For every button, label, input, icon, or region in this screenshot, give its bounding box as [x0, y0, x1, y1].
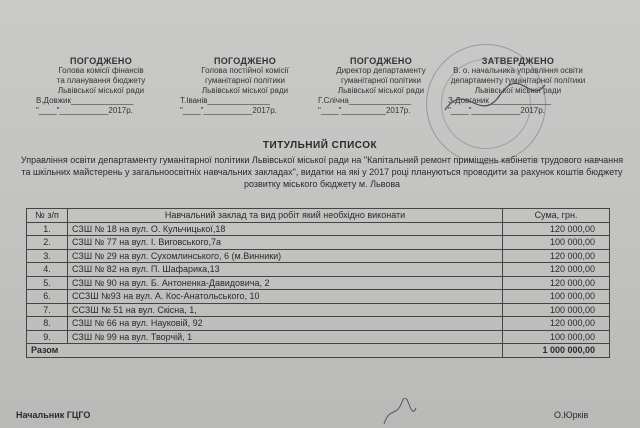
row-sum: 120 000,00	[503, 317, 610, 331]
footer-position: Начальник ГЦГО	[16, 410, 91, 420]
row-institution: СЗШ № 99 на вул. Творчій, 1	[68, 330, 503, 344]
document-title: ТИТУЛЬНИЙ СПИСОК	[262, 140, 378, 151]
approval-line: та планування бюджету	[56, 76, 146, 85]
approval-line: гуманітарної політики	[341, 76, 421, 85]
approval-line: Директор департаменту	[336, 66, 426, 75]
row-institution: ССЗШ №93 на вул. А. Кос-Анатольського, 10	[68, 290, 503, 304]
approval-heading: ПОГОДЖЕНО	[349, 56, 413, 66]
row-sum: 100 000,00	[503, 290, 610, 304]
row-sum: 120 000,00	[503, 276, 610, 290]
approval-line: Львівської міської ради	[474, 86, 562, 95]
table-row	[27, 290, 610, 304]
approval-line: гуманітарної політики	[205, 76, 285, 85]
table-row	[27, 263, 610, 277]
approval-heading: ЗАТВЕРДЖЕНО	[481, 56, 555, 66]
row-sum: 100 000,00	[503, 330, 610, 344]
table-row	[27, 249, 610, 263]
header-institution: Навчальний заклад та вид робіт який необхідно виконати	[68, 209, 503, 223]
approval-line: Львівської міської ради	[201, 86, 289, 95]
footer-signer: О.Юрків	[554, 410, 589, 420]
approval-date: "____"___________2017р.	[36, 106, 133, 115]
row-sum: 120 000,00	[503, 263, 610, 277]
row-number: 6.	[27, 290, 68, 304]
approval-signer: З.Довганик______________	[448, 96, 552, 105]
row-institution: ССЗШ № 51 на вул. Скісна, 1,	[68, 303, 503, 317]
row-number: 9.	[27, 330, 68, 344]
approval-date: "____"___________2017р.	[448, 106, 545, 115]
header-sum: Сума, грн.	[503, 209, 610, 223]
approval-signer: В.Довжик______________	[36, 96, 134, 105]
row-sum: 120 000,00	[503, 222, 610, 236]
header-number: № з/п	[27, 209, 68, 223]
footer-signature-scribble	[380, 398, 420, 428]
table-row	[27, 317, 610, 331]
table-header-row	[27, 209, 610, 223]
row-sum: 120 000,00	[503, 249, 610, 263]
row-number: 1.	[27, 222, 68, 236]
row-number: 2.	[27, 236, 68, 250]
approval-signer: Т.Іванів______________	[180, 96, 270, 105]
row-institution: СЗШ № 29 на вул. Сухомлинського, 6 (м.Винники)	[68, 249, 503, 263]
works-table	[26, 208, 610, 358]
row-number: 8.	[27, 317, 68, 331]
total-label: Разом	[27, 344, 503, 358]
row-sum: 100 000,00	[503, 236, 610, 250]
table-total-row	[27, 344, 610, 358]
approval-line: департаменту гуманітарної політики	[450, 76, 586, 85]
approval-date: "____"__________2017р.	[318, 106, 411, 115]
row-number: 4.	[27, 263, 68, 277]
row-institution: СЗШ № 82 на вул. П. Шафарика,13	[68, 263, 503, 277]
approval-signer: Г.Слічна______________	[318, 96, 412, 105]
row-sum: 100 000,00	[503, 303, 610, 317]
document-description: Управління освіти департаменту гуманітарної політики Львівської міської ради на "Капітальний ремонт приміщень кабінетів трудового навчання та шкільних майстерень у загальноосвітніх навчальних закладах", видатки на які у 2017 році плануються проводити за рахунок коштів бюджету розвитку міського бюджету м. Львова	[20, 155, 624, 189]
approval-heading: ПОГОДЖЕНО	[213, 56, 277, 66]
approval-heading: ПОГОДЖЕНО	[69, 56, 133, 66]
table-row	[27, 303, 610, 317]
approval-line: Голова комісії фінансів	[58, 66, 144, 75]
row-number: 7.	[27, 303, 68, 317]
signature-scribble	[440, 70, 550, 130]
table-row	[27, 222, 610, 236]
table-row	[27, 276, 610, 290]
row-number: 3.	[27, 249, 68, 263]
approval-line: Львівської міської ради	[57, 86, 145, 95]
row-institution: СЗШ № 77 на вул. І. Виговського,7а	[68, 236, 503, 250]
total-sum: 1 000 000,00	[503, 344, 610, 358]
approval-line: Львівської міської ради	[337, 86, 425, 95]
row-institution: СЗШ № 90 на вул. Б. Антоненка-Давидовича, 2	[68, 276, 503, 290]
table-row	[27, 236, 610, 250]
row-number: 5.	[27, 276, 68, 290]
row-institution: СЗШ № 66 на вул. Науковій, 92	[68, 317, 503, 331]
approval-line: Голова постійної комісії	[201, 66, 289, 75]
approval-date: "____"___________2017р.	[180, 106, 277, 115]
table-row	[27, 330, 610, 344]
approval-finance-commission	[36, 56, 166, 116]
approval-humanitarian-commission	[180, 56, 310, 116]
row-institution: СЗШ № 18 на вул. О. Кульчицької,18	[68, 222, 503, 236]
approval-line: В. о. начальника управління освіти	[453, 66, 583, 75]
